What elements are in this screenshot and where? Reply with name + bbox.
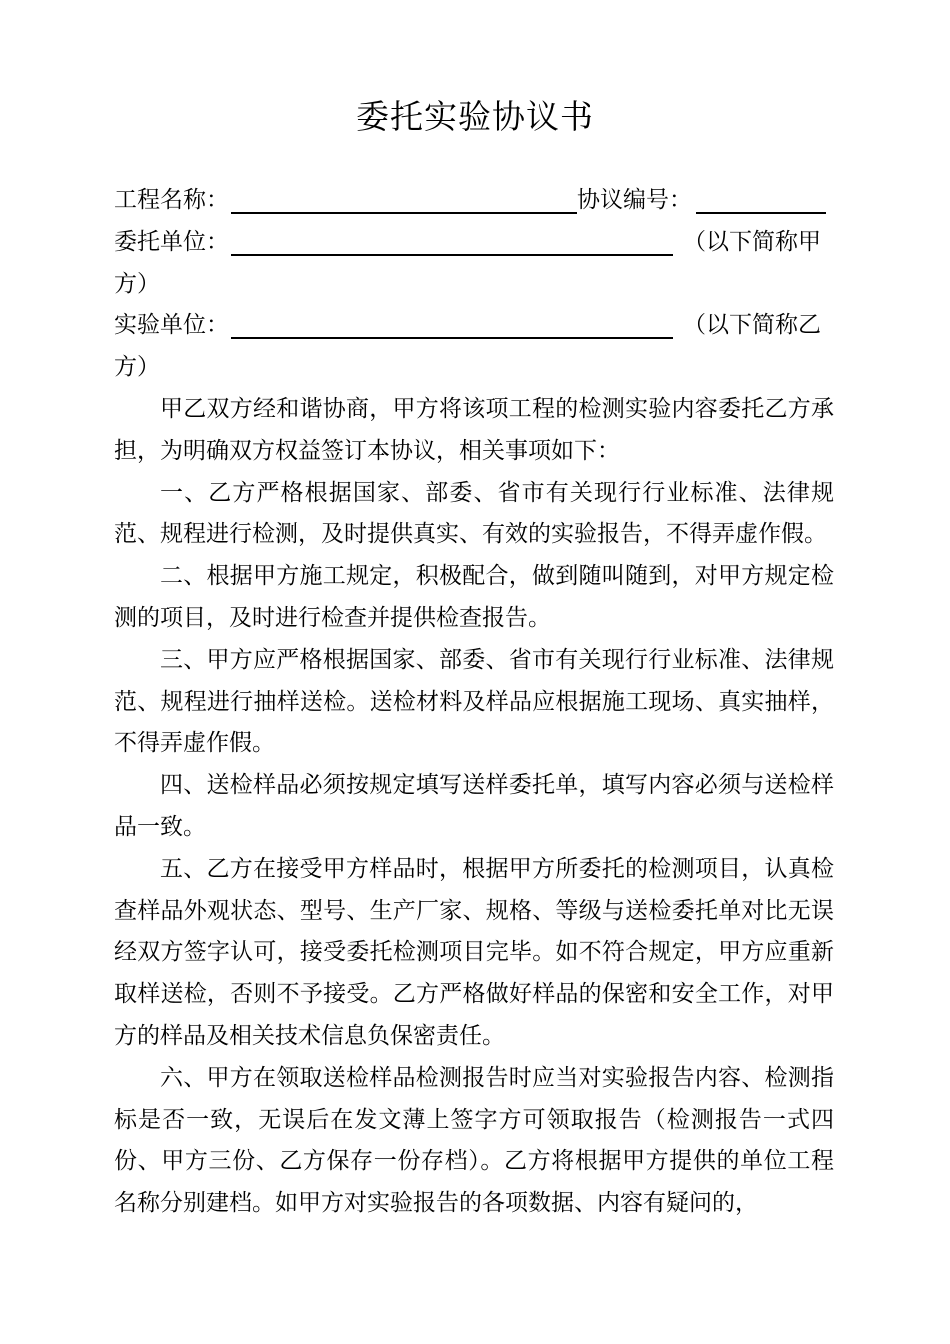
document-title: 委托实验协议书 [356,97,594,136]
client-unit-row [114,222,834,264]
clause-2-paragraph: 二、根据甲方施工规定，积极配合，做到随叫随到，对甲方规定检测的项目，及时进行检查并提供检查报告。 [114,563,834,631]
lab-unit-row [114,305,834,347]
project-name-blank[interactable] [231,182,577,214]
client-abbr-text: （以下简称甲 [683,228,821,255]
lab-unit-label: 实验单位： [114,312,229,339]
project-name-label: 工程名称： [114,187,229,213]
agreement-no-blank[interactable] [696,182,826,214]
document-body [114,180,834,1225]
client-unit-blank[interactable] [231,224,673,256]
clause-1-paragraph: 一、乙方严格根据国家、部委、省市有关现行行业标准、法律规范、规程进行检测，及时提供真实、有效的实验报告，不得弄虚作假。 [114,479,834,548]
intro-paragraph: 甲乙双方经和谐协商，甲方将该项工程的检测实验内容委托乙方承担，为明确双方权益签订本协议，相关事项如下： [114,395,834,464]
clause-3-paragraph: 三、甲方应严格根据国家、部委、省市有关现行行业标准、法律规范、规程进行抽样送检。送检材料及样品应根据施工现场、真实抽样，不得弄虚作假。 [114,646,834,757]
lab-unit-blank[interactable] [231,307,673,339]
lab-abbr-text: （以下简称乙 [683,312,821,339]
lab-abbr-wrap: 方） [114,354,160,381]
clause-4-paragraph: 四、送检样品必须按规定填写送样委托单，填写内容必须与送检样品一致。 [114,772,834,840]
clause-6-paragraph: 六、甲方在领取送检样品检测报告时应当对实验报告内容、检测指标是否一致，无误后在发文薄上签字方可领取报告（检测报告一式四份、甲方三份、乙方保存一份存档）。乙方将根据甲方提供的单位工程名称分别建档。如甲方对实验报告的各项数据、内容有疑问的， [114,1064,834,1217]
project-name-row [114,180,834,222]
clause-5-paragraph: 五、乙方在接受甲方样品时，根据甲方所委托的检测项目，认真检查样品外观状态、型号、生产厂家、规格、等级与送检委托单对比无误经双方签字认可，接受委托检测项目完毕。如不符合规定，甲方应重新取样送检，否则不予接受。乙方严格做好样品的保密和安全工作，对甲方的样品及相关技术信息负保密责任。 [114,855,834,1049]
client-abbr-wrap: 方） [114,270,160,297]
client-unit-label: 委托单位： [114,228,229,255]
agreement-no-label: 协议编号： [577,187,692,213]
